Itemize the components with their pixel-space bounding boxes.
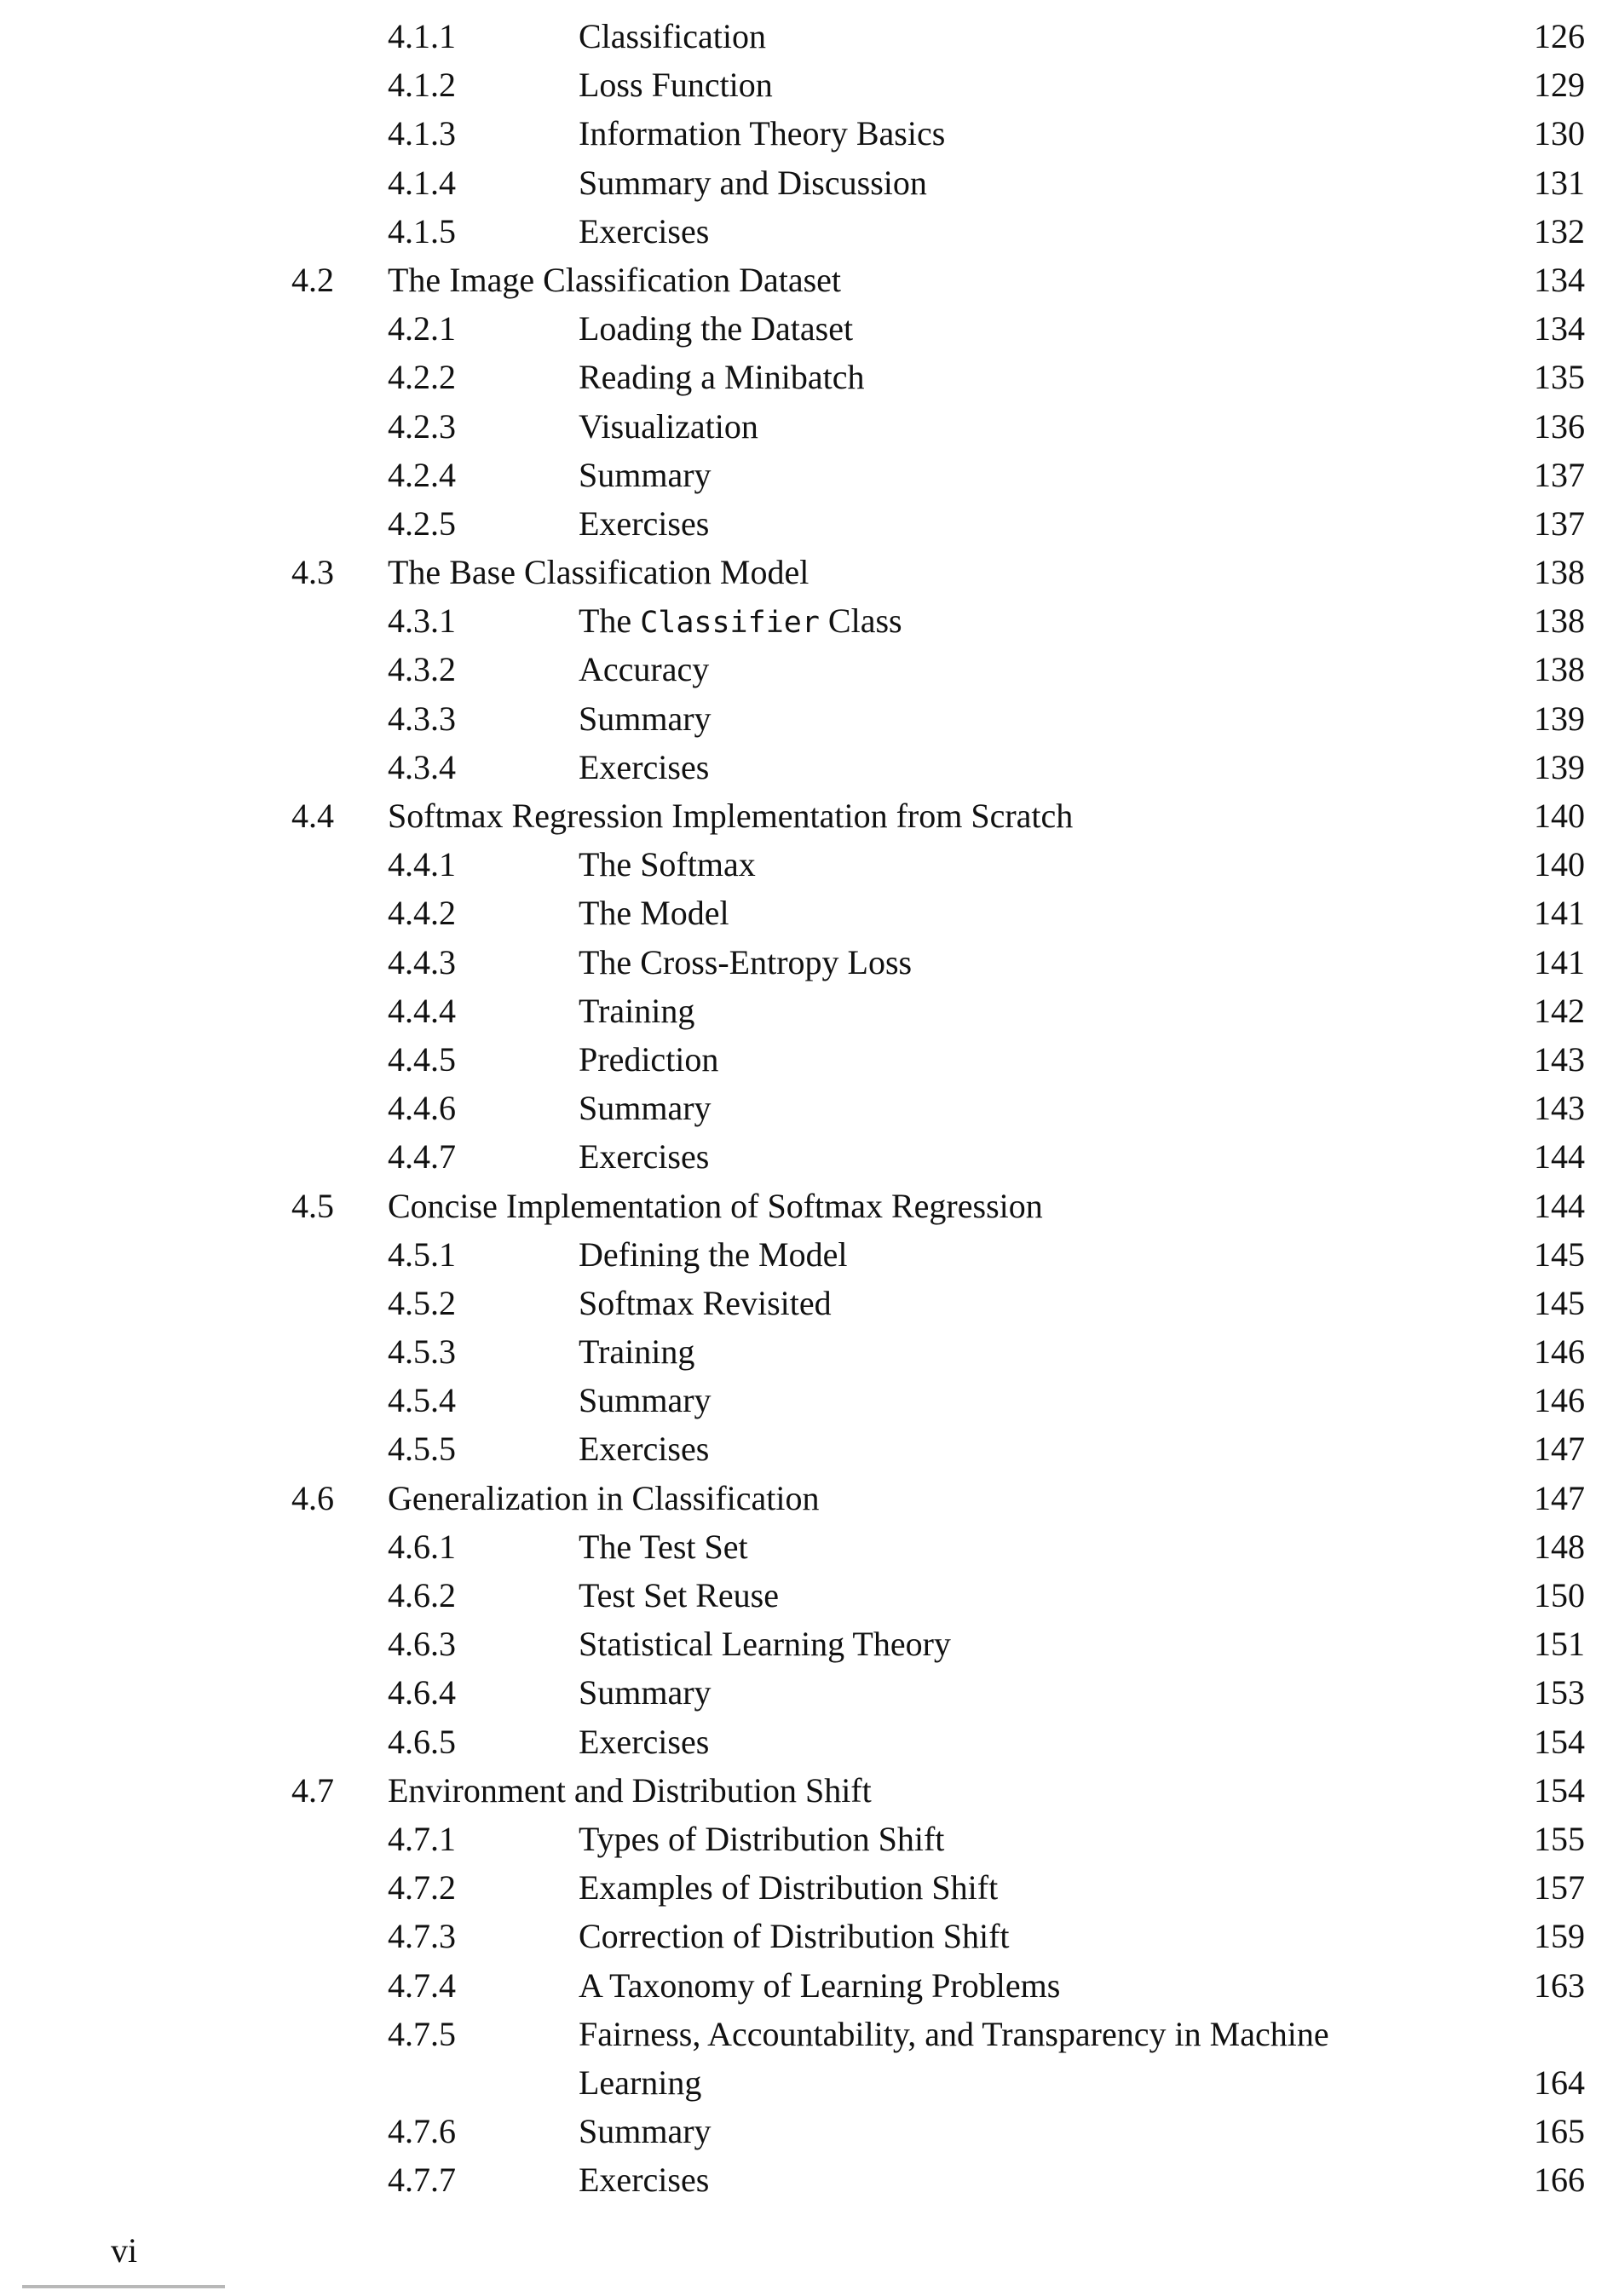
toc-subsection-entry[interactable] bbox=[0, 1620, 1619, 1668]
toc-subsection-entry[interactable] bbox=[0, 1376, 1619, 1424]
toc-entry-number: 4.7.4 bbox=[388, 1965, 456, 2005]
toc-entry-number: 4.1.1 bbox=[388, 17, 456, 55]
toc-entry-title: Softmax Regression Implementation from Scratch bbox=[388, 797, 1074, 835]
toc-entry-title: Summary bbox=[579, 2112, 712, 2151]
toc-entry-title: Defining the Model bbox=[579, 1234, 848, 1274]
toc-entry-title: Prediction bbox=[579, 1039, 719, 1079]
toc-entry-title: Loading the Dataset bbox=[579, 309, 854, 348]
toc-subsection-entry[interactable] bbox=[0, 1961, 1619, 2010]
toc-entry-title: Exercises bbox=[579, 1430, 710, 1469]
toc-entry-page: 139 bbox=[1534, 699, 1585, 738]
toc-entry-number: 4.2.3 bbox=[388, 406, 456, 446]
toc-entry-title bbox=[579, 596, 902, 647]
toc-entry-title: Classification bbox=[579, 17, 766, 55]
toc-entry-number: 4.4 bbox=[291, 797, 334, 835]
toc-entry-number: 4.7.7 bbox=[388, 2161, 456, 2200]
toc-subsection-entry[interactable] bbox=[0, 1522, 1619, 1571]
toc-section-entry[interactable] bbox=[0, 1182, 1619, 1230]
toc-entry-page: 135 bbox=[1534, 358, 1585, 397]
toc-entry-page: 146 bbox=[1534, 1332, 1585, 1372]
toc-entry-title: Softmax Revisited bbox=[579, 1283, 832, 1322]
toc-subsection-entry[interactable] bbox=[0, 304, 1619, 353]
toc-subsection-entry[interactable] bbox=[0, 889, 1619, 937]
toc-entry-number: 4.3 bbox=[291, 553, 334, 592]
toc-entry-title: Reading a Minibatch bbox=[579, 358, 865, 397]
toc-entry-page: 145 bbox=[1534, 1234, 1585, 1274]
toc-entry-number: 4.7.5 bbox=[388, 2014, 456, 2053]
toc-entry-page: 138 bbox=[1534, 553, 1585, 592]
toc-entry-page: 132 bbox=[1534, 211, 1585, 250]
toc-entry-page: 147 bbox=[1534, 1478, 1585, 1517]
toc-entry-number: 4.2.5 bbox=[388, 504, 456, 543]
toc-entry-page: 147 bbox=[1534, 1430, 1585, 1469]
toc-subsection-entry[interactable] bbox=[0, 645, 1619, 693]
toc-subsection-entry[interactable] bbox=[0, 2155, 1619, 2204]
toc-subsection-entry[interactable] bbox=[0, 694, 1619, 743]
toc-entry-number: 4.1.2 bbox=[388, 66, 456, 105]
toc-entry-number: 4.4.3 bbox=[388, 942, 456, 981]
toc-entry-title: A Taxonomy of Learning Problems bbox=[579, 1965, 1061, 2005]
toc-subsection-entry[interactable] bbox=[0, 12, 1619, 60]
toc-entry-title: Correction of Distribution Shift bbox=[579, 1917, 1010, 1956]
toc-subsection-entry[interactable] bbox=[0, 2010, 1619, 2058]
toc-entry-title: Training bbox=[579, 991, 695, 1030]
toc-entry-number: 4.5.1 bbox=[388, 1234, 456, 1274]
toc-entry-number: 4.2.1 bbox=[388, 309, 456, 348]
toc-entry-page: 157 bbox=[1534, 1868, 1585, 1908]
toc-entry-page: 141 bbox=[1534, 942, 1585, 981]
toc-entry-page: 151 bbox=[1534, 1625, 1585, 1664]
toc-entry-title: Generalization in Classification bbox=[388, 1478, 820, 1517]
toc-entry-title: Exercises bbox=[579, 2161, 710, 2200]
toc-entry-page: 140 bbox=[1534, 845, 1585, 884]
toc-entry-page: 150 bbox=[1534, 1576, 1585, 1614]
toc-entry-title: Examples of Distribution Shift bbox=[579, 1868, 999, 1908]
toc-entry-title: Exercises bbox=[579, 1722, 710, 1761]
toc-subsection-entry[interactable] bbox=[0, 1084, 1619, 1132]
toc-subsection-entry[interactable] bbox=[0, 743, 1619, 791]
toc-entry-title: Test Set Reuse bbox=[579, 1576, 779, 1614]
page-number: vi bbox=[111, 2231, 138, 2270]
toc-section-entry[interactable] bbox=[0, 548, 1619, 596]
toc-entry-title-text: Class bbox=[819, 601, 902, 641]
toc-subsection-entry[interactable] bbox=[0, 987, 1619, 1035]
toc-entry-number: 4.1.3 bbox=[388, 114, 456, 153]
toc-subsection-entry[interactable] bbox=[0, 207, 1619, 256]
toc-entry-page: 137 bbox=[1534, 504, 1585, 543]
toc-subsection-entry[interactable] bbox=[0, 596, 1619, 645]
toc-entry-title: Summary bbox=[579, 699, 712, 738]
toc-entry-number: 4.6.4 bbox=[388, 1673, 456, 1712]
toc-entry-number: 4.1.5 bbox=[388, 211, 456, 250]
toc-entry-number: 4.7.2 bbox=[388, 1868, 456, 1908]
toc-entry-title: Exercises bbox=[579, 1137, 710, 1177]
toc-entry-page: 141 bbox=[1534, 894, 1585, 933]
toc-subsection-entry[interactable] bbox=[0, 1230, 1619, 1279]
toc-entry-number: 4.6.2 bbox=[388, 1576, 456, 1614]
toc-entry-number: 4.4.5 bbox=[388, 1039, 456, 1079]
toc-entry-number: 4.3.3 bbox=[388, 699, 456, 738]
toc-entry-number: 4.3.1 bbox=[388, 601, 456, 641]
toc-subsection-entry[interactable] bbox=[0, 402, 1619, 451]
toc-entry-number: 4.7.6 bbox=[388, 2112, 456, 2151]
toc-entry-page: 154 bbox=[1534, 1722, 1585, 1761]
toc-subsection-entry[interactable] bbox=[0, 2107, 1619, 2155]
toc-entry-page: 146 bbox=[1534, 1381, 1585, 1420]
toc-entry-number: 4.6.3 bbox=[388, 1625, 456, 1664]
toc-entry-page: 138 bbox=[1534, 601, 1585, 641]
footer-rule bbox=[22, 2285, 225, 2288]
toc-entry-page: 145 bbox=[1534, 1283, 1585, 1322]
toc-entry-page: 164 bbox=[1534, 2063, 1585, 2102]
toc-entry-number: 4.2 bbox=[291, 260, 334, 299]
toc-entry-number: 4.7.3 bbox=[388, 1917, 456, 1956]
toc-entry-title: Training bbox=[579, 1332, 695, 1372]
toc-entry-page: 153 bbox=[1534, 1673, 1585, 1712]
toc-entry-title: Concise Implementation of Softmax Regression bbox=[388, 1186, 1043, 1225]
toc-entry-page: 138 bbox=[1534, 650, 1585, 689]
toc-entry-number: 4.7.1 bbox=[388, 1819, 456, 1858]
toc-subsection-entry[interactable] bbox=[0, 1718, 1619, 1766]
toc-entry-number: 4.4.1 bbox=[388, 845, 456, 884]
toc-subsection-entry[interactable] bbox=[0, 60, 1619, 109]
toc-entry-page: 155 bbox=[1534, 1819, 1585, 1858]
toc-entry-page: 148 bbox=[1534, 1527, 1585, 1566]
toc-entry-title: Exercises bbox=[579, 504, 710, 543]
toc-subsection-entry[interactable] bbox=[0, 451, 1619, 499]
toc-entry-title: Summary bbox=[579, 1673, 712, 1712]
toc-entry-page: 136 bbox=[1534, 406, 1585, 446]
toc-section-entry[interactable] bbox=[0, 256, 1619, 304]
toc-entry-title: Visualization bbox=[579, 406, 758, 446]
toc-entry-title: Types of Distribution Shift bbox=[579, 1819, 945, 1858]
toc-entry-number: 4.3.2 bbox=[388, 650, 456, 689]
toc-entry-page: 129 bbox=[1534, 66, 1585, 105]
toc-subsection-entry[interactable] bbox=[0, 1327, 1619, 1376]
toc-entry-number: 4.5.3 bbox=[388, 1332, 456, 1372]
toc-entry-number: 4.1.4 bbox=[388, 163, 456, 202]
toc-entry-title: The Image Classification Dataset bbox=[388, 260, 842, 299]
toc-subsection-entry[interactable] bbox=[0, 1912, 1619, 1960]
toc-entry-page: 166 bbox=[1534, 2161, 1585, 2200]
toc-subsection-entry[interactable] bbox=[0, 158, 1619, 207]
toc-entry-page: 134 bbox=[1534, 309, 1585, 348]
toc-entry-number: 4.4.4 bbox=[388, 991, 456, 1030]
toc-entry-number: 4.4.7 bbox=[388, 1137, 456, 1177]
toc-subsection-entry[interactable] bbox=[0, 353, 1619, 401]
toc-entry-page: 144 bbox=[1534, 1137, 1585, 1177]
toc-entry-number: 4.6.1 bbox=[388, 1527, 456, 1566]
toc-subsection-entry[interactable] bbox=[0, 938, 1619, 987]
toc-entry-title: Exercises bbox=[579, 211, 710, 250]
toc-section-entry[interactable] bbox=[0, 1474, 1619, 1522]
toc-entry-page: 137 bbox=[1534, 455, 1585, 494]
toc-entry-title-code: Classifier bbox=[640, 606, 820, 641]
toc-entry-page: 131 bbox=[1534, 163, 1585, 202]
toc-entry-title: Summary bbox=[579, 455, 712, 494]
toc-subsection-entry[interactable] bbox=[0, 1424, 1619, 1473]
toc-entry-page: 143 bbox=[1534, 1089, 1585, 1128]
toc-subsection-entry[interactable] bbox=[0, 1668, 1619, 1717]
toc-entry-page: 143 bbox=[1534, 1039, 1585, 1079]
toc-entry-number: 4.6.5 bbox=[388, 1722, 456, 1761]
toc-entry-page: 126 bbox=[1534, 17, 1585, 55]
toc-entry-number: 4.5.4 bbox=[388, 1381, 456, 1420]
toc-entry-title: Loss Function bbox=[579, 66, 773, 105]
toc-subsection-entry[interactable] bbox=[0, 1815, 1619, 1863]
toc-entry-title: Learning bbox=[579, 2063, 702, 2102]
toc-entry-page: 142 bbox=[1534, 991, 1585, 1030]
toc-entry-page: 134 bbox=[1534, 260, 1585, 299]
toc-subsection-entry[interactable] bbox=[0, 109, 1619, 158]
toc-entry-number: 4.4.6 bbox=[388, 1089, 456, 1128]
toc-entry-title: The Test Set bbox=[579, 1527, 748, 1566]
toc-section-entry[interactable] bbox=[0, 1766, 1619, 1815]
toc-entry-title: The Softmax bbox=[579, 845, 756, 884]
toc-subsection-entry[interactable] bbox=[0, 1571, 1619, 1620]
toc-entry-number: 4.2.2 bbox=[388, 358, 456, 397]
toc-entry-number: 4.5 bbox=[291, 1186, 334, 1225]
toc-entry-title: Exercises bbox=[579, 747, 710, 786]
toc-entry-number: 4.2.4 bbox=[388, 455, 456, 494]
toc-entry-title: Statistical Learning Theory bbox=[579, 1625, 951, 1664]
toc-entry-page: 163 bbox=[1534, 1965, 1585, 2005]
toc-entry-page: 154 bbox=[1534, 1770, 1585, 1810]
table-of-contents bbox=[0, 12, 1619, 2204]
toc-subsection-entry[interactable] bbox=[0, 1035, 1619, 1084]
toc-entry-title: The Base Classification Model bbox=[388, 553, 810, 592]
toc-entry-title: Accuracy bbox=[579, 650, 710, 689]
toc-entry-title: Summary bbox=[579, 1381, 712, 1420]
toc-entry-number: 4.3.4 bbox=[388, 747, 456, 786]
toc-entry-page: 130 bbox=[1534, 114, 1585, 153]
toc-subsection-entry[interactable] bbox=[0, 2058, 1619, 2107]
toc-subsection-entry[interactable] bbox=[0, 1279, 1619, 1327]
toc-entry-number: 4.5.2 bbox=[388, 1283, 456, 1322]
toc-entry-title-text: The bbox=[579, 601, 641, 641]
toc-subsection-entry[interactable] bbox=[0, 1863, 1619, 1912]
toc-entry-title: The Model bbox=[579, 894, 729, 933]
toc-entry-number: 4.7 bbox=[291, 1770, 334, 1810]
toc-subsection-entry[interactable] bbox=[0, 840, 1619, 889]
toc-entry-title: Summary bbox=[579, 1089, 712, 1128]
toc-entry-number: 4.6 bbox=[291, 1478, 334, 1517]
toc-entry-title: The Cross-Entropy Loss bbox=[579, 942, 913, 981]
toc-entry-title: Summary and Discussion bbox=[579, 163, 927, 202]
toc-entry-title: Information Theory Basics bbox=[579, 114, 946, 153]
toc-entry-page: 159 bbox=[1534, 1917, 1585, 1956]
toc-entry-page: 140 bbox=[1534, 797, 1585, 835]
toc-entry-title: Fairness, Accountability, and Transparency in Machine bbox=[579, 2014, 1329, 2053]
toc-entry-page: 139 bbox=[1534, 747, 1585, 786]
toc-entry-page: 144 bbox=[1534, 1186, 1585, 1225]
toc-entry-number: 4.4.2 bbox=[388, 894, 456, 933]
toc-entry-page: 165 bbox=[1534, 2112, 1585, 2151]
toc-entry-number: 4.5.5 bbox=[388, 1430, 456, 1469]
toc-subsection-entry[interactable] bbox=[0, 1132, 1619, 1181]
toc-section-entry[interactable] bbox=[0, 791, 1619, 840]
toc-subsection-entry[interactable] bbox=[0, 499, 1619, 548]
toc-entry-title: Environment and Distribution Shift bbox=[388, 1770, 872, 1810]
